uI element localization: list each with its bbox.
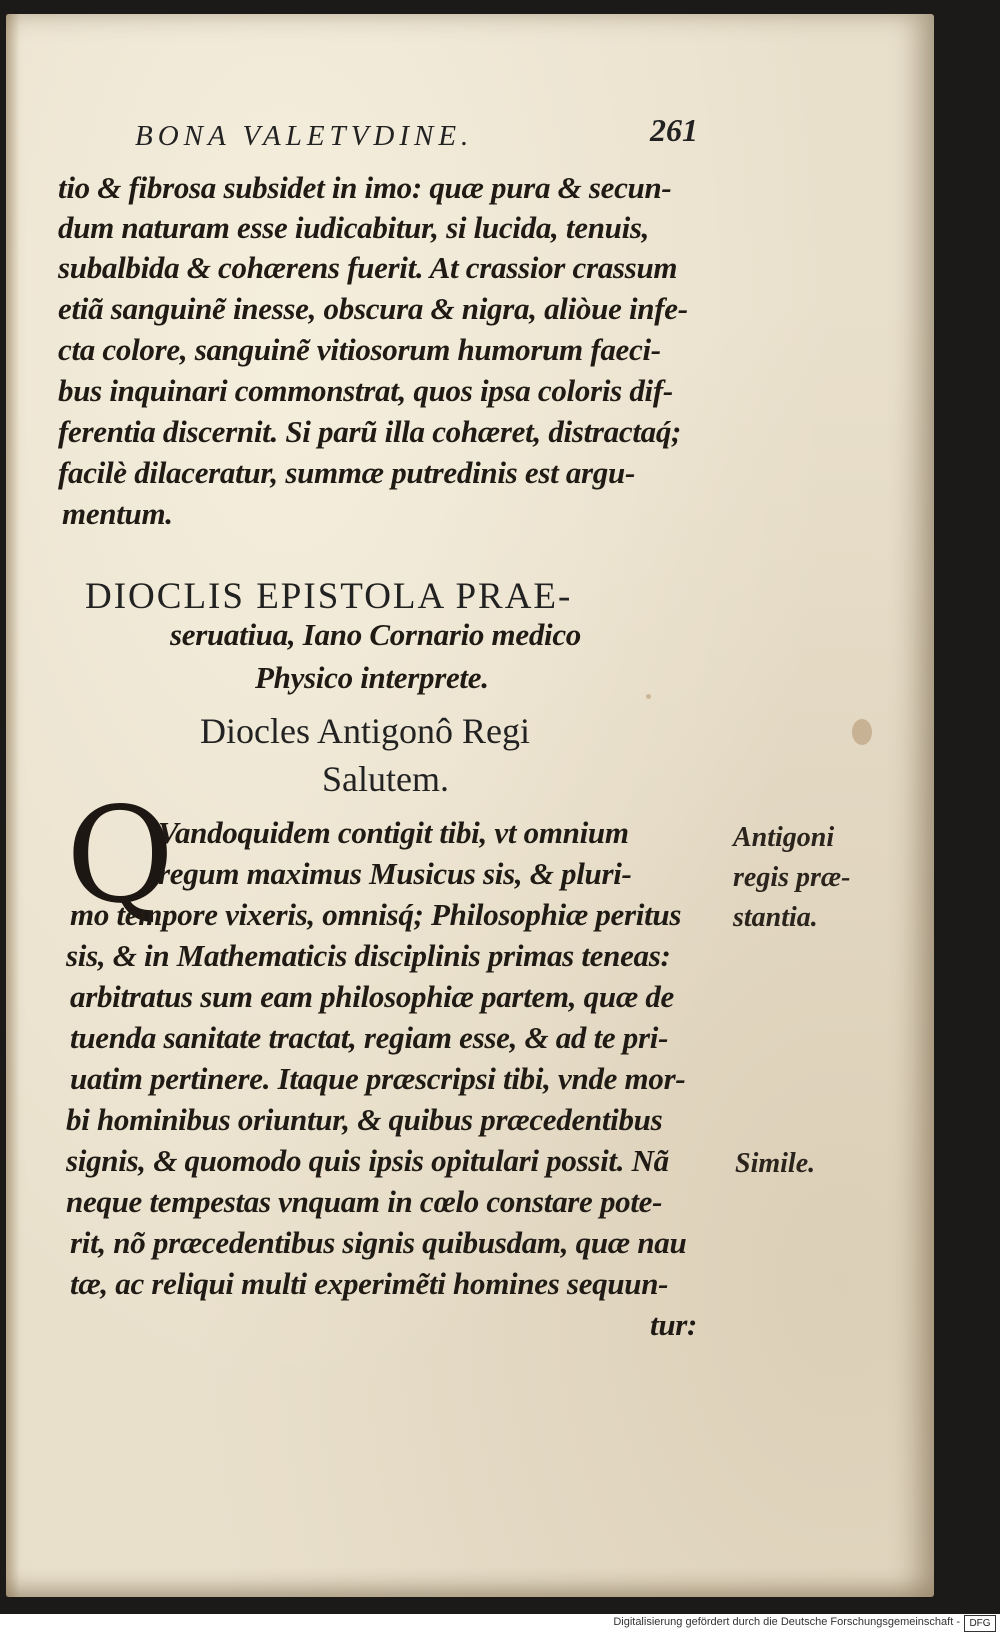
section-title: DIOCLIS EPISTOLA PRAE- bbox=[85, 576, 573, 617]
dfg-logo: DFG bbox=[964, 1615, 996, 1632]
text-line: cta colore, sanguinẽ vitiosorum humorum faeci- bbox=[58, 332, 661, 367]
marginal-note: regis præ- bbox=[733, 862, 851, 893]
text-line: facilè dilaceratur, summæ putredinis est argu- bbox=[58, 455, 635, 490]
marginal-note: stantia. bbox=[733, 902, 818, 933]
funding-credit: Digitalisierung gefördert durch die Deutsche Forschungsgemeinschaft - bbox=[613, 1616, 960, 1628]
gutter-shadow bbox=[6, 14, 20, 1597]
text-line: signis, & quomodo quis ipsis opitulari possit. Nã bbox=[66, 1143, 669, 1178]
marginal-note: Simile. bbox=[735, 1148, 816, 1179]
page-number: 261 bbox=[650, 112, 698, 148]
foxing-stain bbox=[646, 694, 651, 699]
text-line: regum maximus Musicus sis, & pluri- bbox=[158, 856, 632, 891]
text-line: sis, & in Mathematicis disciplinis primas teneas: bbox=[66, 938, 671, 973]
text-line: mentum. bbox=[62, 496, 173, 531]
text-line: subalbida & cohærens fuerit. At crassior crassum bbox=[58, 250, 678, 285]
text-line: rit, nõ præcedentibus signis quibusdam, quæ nau bbox=[70, 1225, 687, 1260]
text-line: tæ, ac reliqui multi experimẽti homines sequun- bbox=[70, 1266, 669, 1301]
foxing-stain bbox=[852, 719, 872, 745]
running-header: BONA VALETVDINE. bbox=[135, 120, 474, 152]
marginal-note: Antigoni bbox=[733, 822, 835, 853]
catchword: tur: bbox=[650, 1307, 698, 1342]
text-line: mo tempore vixeris, omnisq́; Philosophiæ peritus bbox=[70, 897, 682, 932]
text-line: tuenda sanitate tractat, regiam esse, & ad te pri- bbox=[70, 1020, 669, 1055]
section-subtitle: seruatiua, Iano Cornario medico bbox=[170, 617, 582, 652]
text-line: bi hominibus oriuntur, & quibus præcedentibus bbox=[66, 1102, 663, 1137]
text-line: Vandoquidem contigit tibi, vt omnium bbox=[158, 815, 629, 850]
text-line: dum naturam esse iudicabitur, si lucida, tenuis, bbox=[58, 210, 650, 245]
text-line: etiã sanguinẽ inesse, obscura & nigra, aliòue infe- bbox=[58, 291, 688, 326]
section-subtitle: Physico interprete. bbox=[255, 660, 489, 695]
drop-capital: Q bbox=[66, 779, 175, 933]
text-line: tio & fibrosa subsidet in imo: quæ pura & secun- bbox=[58, 170, 672, 205]
text-line: bus inquinari commonstrat, quos ipsa coloris dif- bbox=[58, 373, 673, 408]
text-line: neque tempestas vnquam in cœlo constare pote- bbox=[66, 1184, 663, 1219]
text-line: uatim pertinere. Itaque præscripsi tibi, vnde mor- bbox=[70, 1061, 686, 1096]
text-line: arbitratus sum eam philosophiæ partem, quæ de bbox=[70, 979, 675, 1014]
text-line: ferentia discernit. Si parũ illa cohæret, distractaq́; bbox=[58, 414, 682, 449]
salutation-heading: Diocles Antigonô Regi bbox=[200, 711, 530, 751]
salutation-heading: Salutem. bbox=[322, 759, 449, 799]
